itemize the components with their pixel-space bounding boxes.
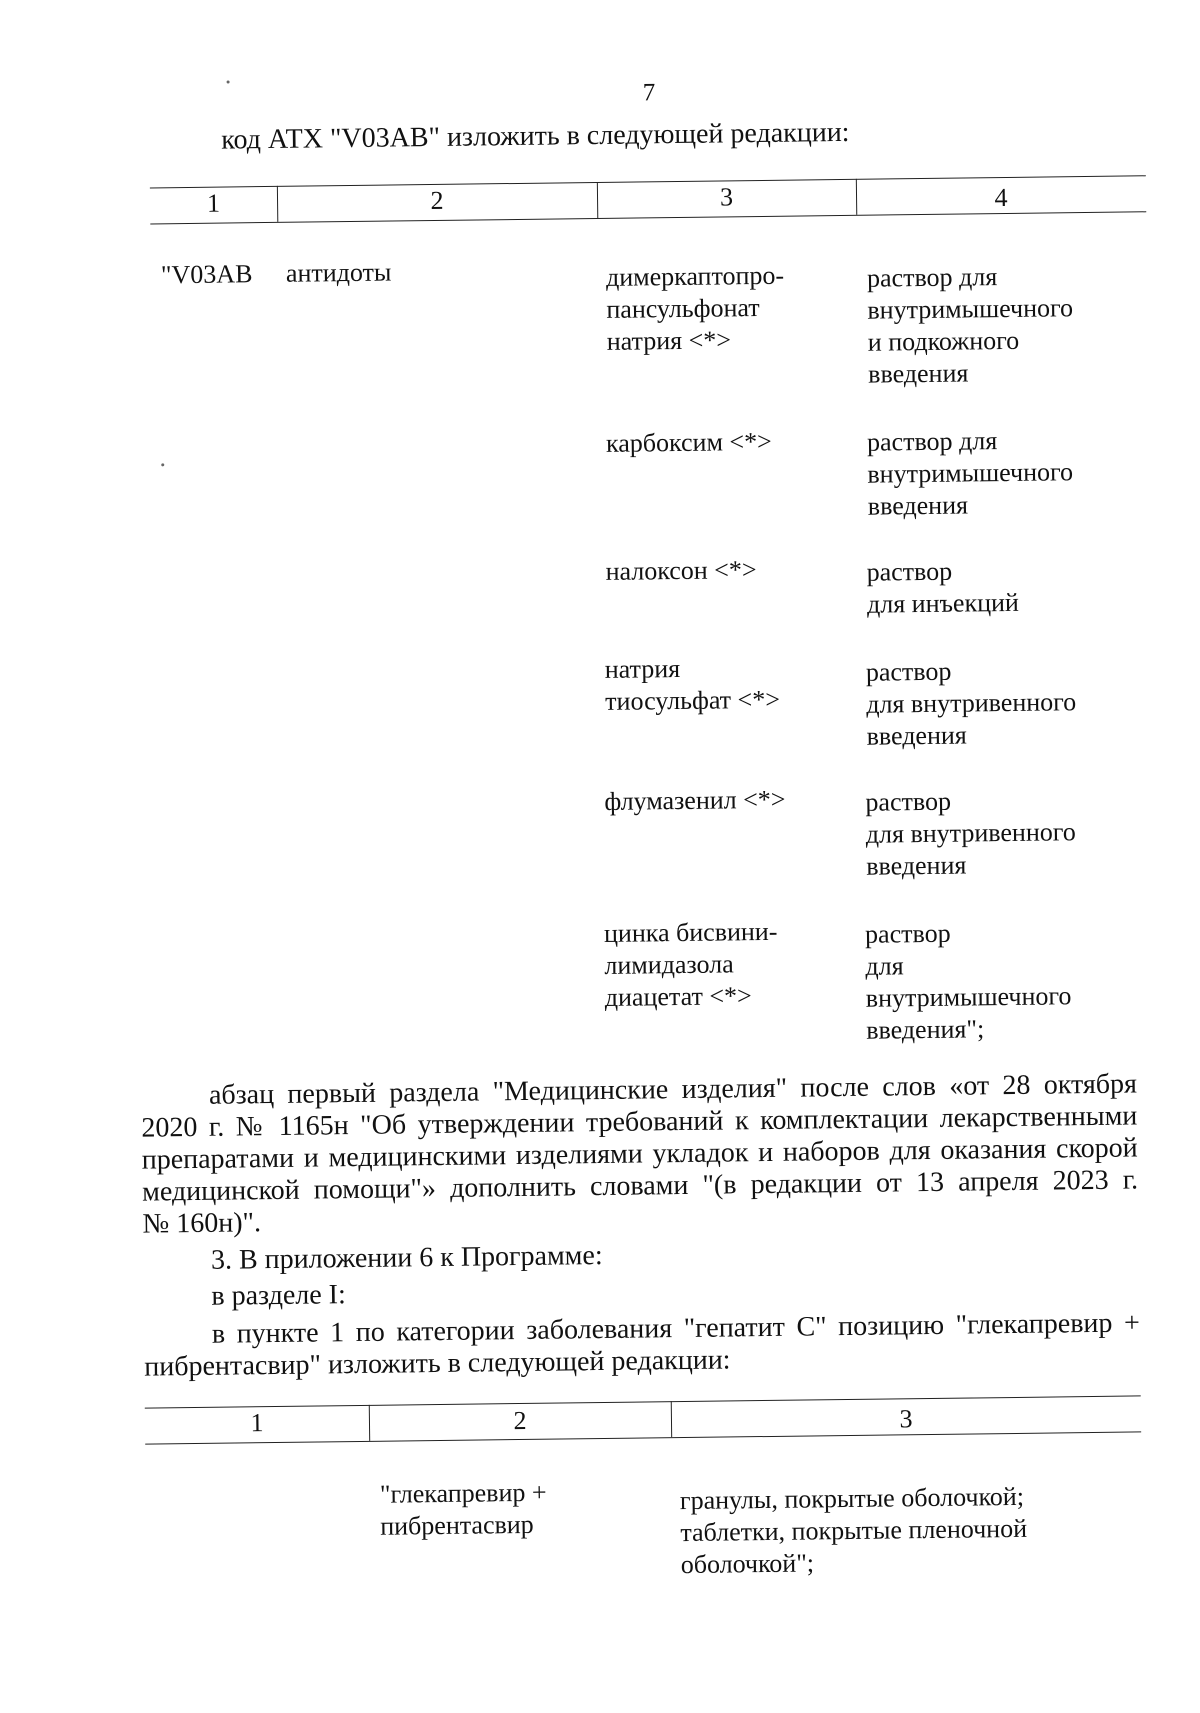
drug-name: флумазенил <*> — [604, 784, 786, 816]
column-header-2: 2 — [513, 1405, 527, 1436]
column-header-4: 4 — [994, 182, 1008, 213]
dosage-form: гранулы, покрытые оболочкой; таблетки, покрытые пленочной оболочкой"; — [679, 1481, 1028, 1580]
item-line: в пункте 1 по категории заболевания "гепатит С" позицию "глекапревир + — [211, 1307, 1141, 1350]
dosage-form: раствор для внутримышечного и подкожного введения — [866, 262, 1074, 389]
paragraph-line: 2020 г. № 1165н "Об утверждении требований к комплектации лекарственными — [141, 1100, 1138, 1144]
intro-line: код АТХ "V03AB" изложить в следующей редакции: — [221, 116, 850, 156]
atx-code: "V03AB — [160, 259, 253, 290]
item-line: пибрентасвир" изложить в следующей редакции: — [144, 1344, 731, 1383]
dosage-form: раствор для внутримышечного введения"; — [864, 918, 1072, 1045]
paragraph-line: № 160н)". — [142, 1207, 262, 1240]
scan-speck — [227, 80, 230, 83]
dosage-form: раствор для внутримышечного введения — [866, 426, 1074, 521]
column-header-2: 2 — [430, 185, 444, 216]
drug-name: карбоксим <*> — [605, 426, 772, 458]
drug-name: димеркаптопро- пансульфонат натрия <*> — [605, 260, 785, 356]
column-header-3: 3 — [719, 182, 734, 212]
scan-speck — [161, 463, 164, 466]
page-number: 7 — [642, 79, 656, 107]
paragraph-line: абзац первый раздела "Медицинские изделия" после слов «от 28 октября — [208, 1068, 1138, 1111]
dosage-form: раствор для внутривенного введения — [865, 786, 1076, 881]
column-header-3: 3 — [899, 1404, 913, 1434]
drug-name: налоксон <*> — [605, 555, 757, 586]
drug-name: "глекапревир + пибрентасвир — [379, 1477, 547, 1541]
dosage-form: раствор для инъекций — [866, 556, 1020, 619]
section-line: 3. В приложении 6 к Программе: — [210, 1239, 603, 1276]
atx-group: антидоты — [285, 257, 392, 288]
dosage-form: раствор для внутривенного введения — [865, 656, 1077, 751]
paragraph-line: медицинской помощи"» дополнить словами "(в редакции от 13 апреля 2023 г. — [141, 1164, 1139, 1208]
column-header-1: 1 — [206, 188, 221, 218]
drug-name: цинка бисвини- лимидазола диацетат <*> — [603, 916, 778, 1012]
paragraph-line: препаратами и медицинскими изделиями укладок и наборов для оказания скорой — [141, 1132, 1138, 1176]
column-header-1: 1 — [250, 1408, 264, 1438]
section-line: в разделе I: — [211, 1279, 346, 1312]
drug-name: натрия тиосульфат <*> — [604, 654, 781, 716]
